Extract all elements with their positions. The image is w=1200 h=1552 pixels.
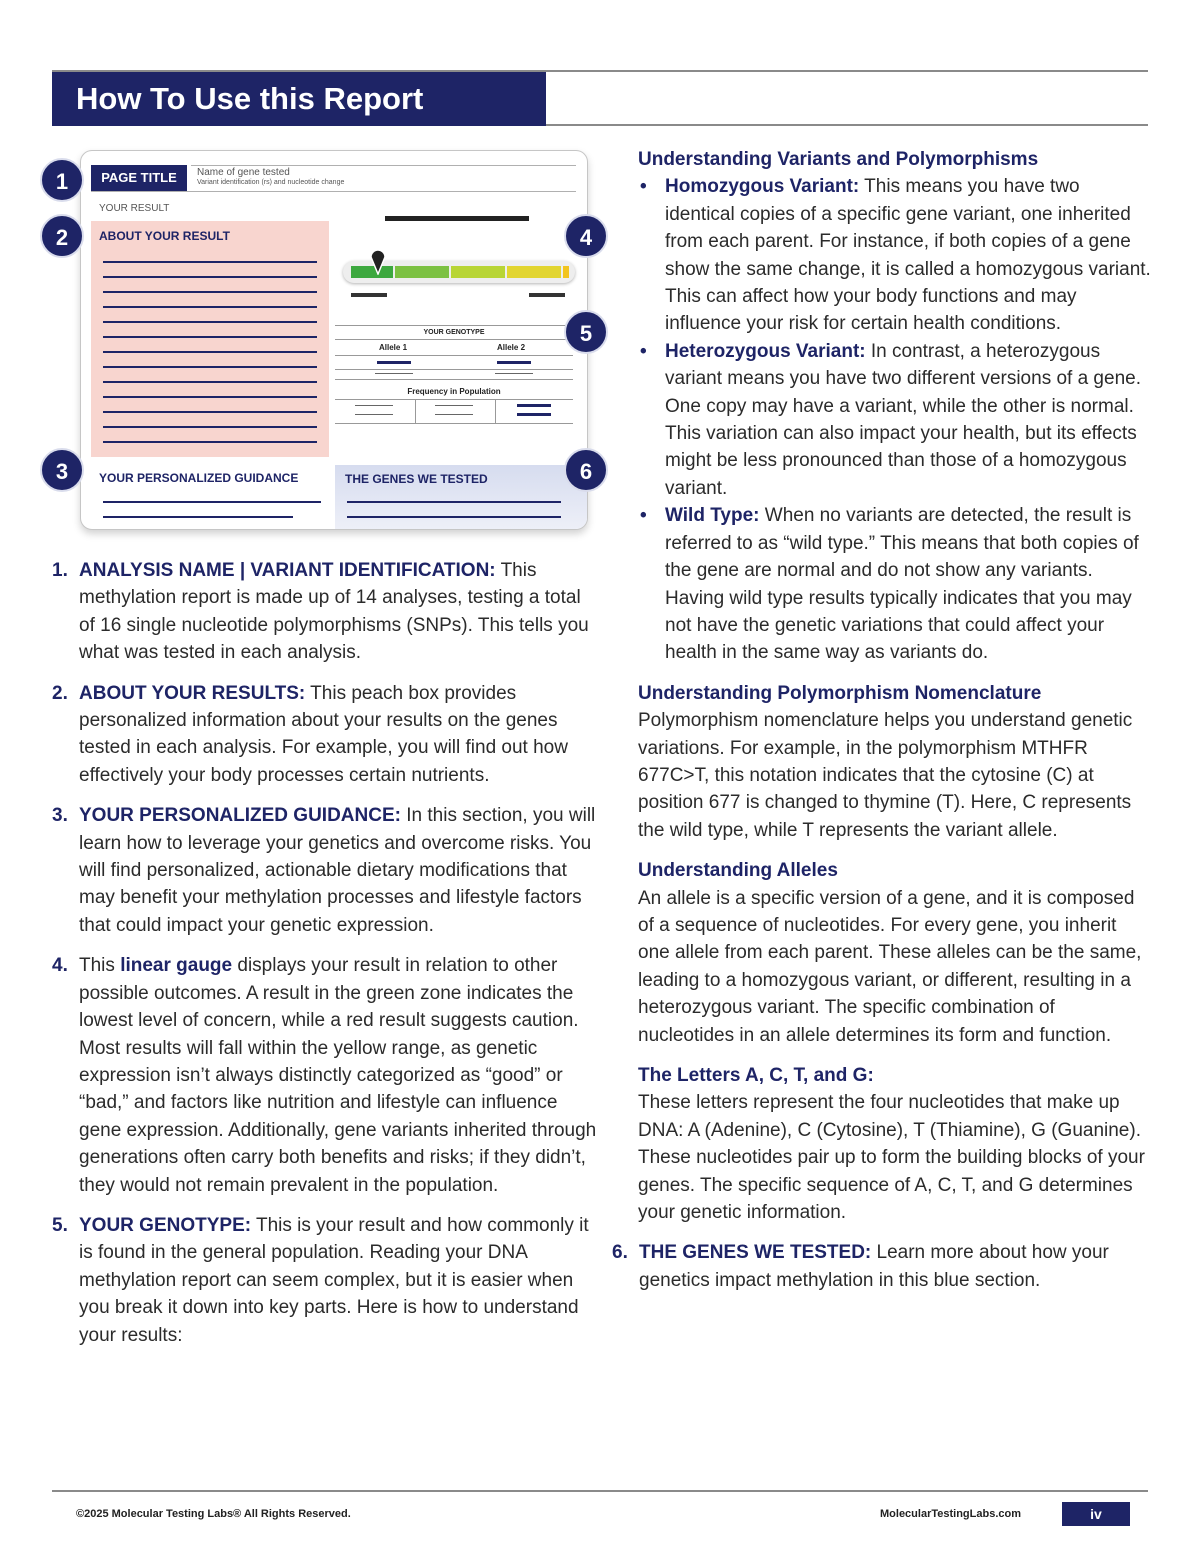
section-heading: The Letters A, C, T, and G: bbox=[638, 1065, 874, 1086]
placeholder-line bbox=[347, 516, 561, 518]
placeholder-line bbox=[103, 501, 321, 503]
placeholder-line bbox=[347, 501, 561, 503]
nomenclature-section bbox=[612, 680, 1152, 844]
bullet-text: When no variants are detected, the result is referred to as “wild type.” This means that both copies of the gene are normal and do not show any variants. Having wild type results typically indicates that you may not have the genetic variations that could affect your health in the same way as variants do. bbox=[665, 505, 1139, 664]
placeholder-line bbox=[435, 414, 473, 415]
table-line bbox=[335, 399, 573, 400]
table-line bbox=[415, 399, 416, 423]
item-text: displays your result in relation to other possible outcomes. A result in the green zone indicates the lowest level of concern, while a red result suggests caution. Most results will fall within the yellow range, as genetic expression isn’t always distinctly categorized as “good” or “bad,” and factors like nutrition and lifestyle can influence gene expression. Additionally, gene variants inherited through generations often carry both benefits and risks; if they didn’t, they would not remain prevalent in the population. bbox=[79, 955, 597, 1196]
bullet-item bbox=[638, 338, 1152, 502]
title-bar bbox=[52, 72, 546, 126]
item-heading: ANALYSIS NAME | VARIANT IDENTIFICATION: bbox=[79, 560, 496, 581]
placeholder-line bbox=[103, 441, 317, 443]
list-item bbox=[52, 1212, 598, 1349]
website-link[interactable]: MolecularTestingLabs.com bbox=[880, 1508, 1021, 1520]
placeholder-line bbox=[435, 405, 473, 406]
item-number: 3. bbox=[52, 805, 68, 827]
item-heading: THE GENES WE TESTED: bbox=[639, 1242, 872, 1264]
table-line bbox=[335, 339, 573, 340]
placeholder-line bbox=[103, 336, 317, 338]
item-text: This methylation report is made up of 14 analyses, testing a total of 16 single nucleotide polymorphisms (SNPs). This tells you what was tested in each analysis. bbox=[79, 560, 589, 664]
gauge-segment bbox=[563, 266, 569, 278]
alleles-section bbox=[612, 857, 1152, 1049]
placeholder-line bbox=[355, 414, 393, 415]
section-heading: Understanding Polymorphism Nomenclature bbox=[638, 682, 1042, 704]
placeholder-line bbox=[103, 366, 317, 368]
allele1-value bbox=[377, 361, 411, 364]
gauge-segment bbox=[507, 266, 561, 278]
table-line bbox=[335, 355, 573, 356]
section-text: These nucleotides pair up to form the building blocks of your genes. The specific sequence of A, C, T, and G determines your genetic information. bbox=[638, 1147, 1145, 1224]
copyright: ©2025 Molecular Testing Labs® All Rights Reserved. bbox=[76, 1508, 351, 1520]
bullet-item bbox=[638, 173, 1152, 337]
section-text: These letters represent the four nucleotides that make up DNA: A (Adenine), C (Cytosine), T (Thiamine), G (Guanine). bbox=[638, 1092, 1141, 1141]
placeholder-line bbox=[103, 516, 293, 518]
table-line bbox=[335, 379, 573, 380]
section-heading: Understanding Variants and Polymorphisms bbox=[638, 149, 1039, 170]
gauge-label-line bbox=[351, 293, 387, 297]
divider bbox=[91, 191, 576, 192]
callout-badge: 6 bbox=[564, 448, 608, 492]
list-item bbox=[612, 1239, 1152, 1294]
your-result-label: YOUR RESULT bbox=[99, 203, 170, 214]
title-rule bbox=[546, 124, 1148, 126]
report-diagram bbox=[80, 150, 588, 530]
item-number: 1. bbox=[52, 560, 68, 581]
item-heading: linear gauge bbox=[120, 955, 233, 977]
allele2-label: Allele 2 bbox=[497, 343, 526, 352]
allele1-label: Allele 1 bbox=[379, 343, 408, 352]
table-line bbox=[335, 325, 573, 326]
item-number: 4. bbox=[52, 955, 68, 977]
item-text: Learn more about how your genetics impact methylation in this blue section. bbox=[639, 1242, 1109, 1291]
table-line bbox=[335, 423, 573, 424]
gauge-label-line bbox=[529, 293, 565, 297]
your-genotype-label: YOUR GENOTYPE bbox=[423, 329, 485, 336]
frequency-value bbox=[517, 404, 551, 407]
variant-id-note: Variant identification (rs) and nucleotide change bbox=[197, 179, 345, 186]
table-line bbox=[495, 399, 496, 423]
gauge-pointer-icon bbox=[370, 249, 386, 275]
item-heading: ABOUT YOUR RESULTS: bbox=[79, 682, 306, 704]
frequency-value bbox=[517, 413, 551, 416]
callout-badge: 1 bbox=[40, 158, 84, 202]
item-heading: YOUR GENOTYPE: bbox=[79, 1214, 252, 1236]
placeholder-line bbox=[103, 291, 317, 293]
footer-rule bbox=[52, 1490, 1148, 1492]
page-title-label: PAGE TITLE bbox=[91, 165, 187, 191]
bullet-item bbox=[638, 502, 1152, 666]
callout-badge: 5 bbox=[564, 310, 608, 354]
variants-section bbox=[612, 146, 1152, 667]
placeholder-line bbox=[103, 261, 317, 263]
placeholder-line bbox=[103, 381, 317, 383]
list-item bbox=[52, 802, 598, 939]
bullet-heading: Wild Type: bbox=[665, 505, 760, 527]
callout-badge: 3 bbox=[40, 448, 84, 492]
about-your-result-label: ABOUT YOUR RESULT bbox=[99, 229, 230, 243]
bullet-text: This means you have two identical copies of a specific gene variant, one inherited from each parent. For instance, if both copies of a gene show the same change, it is called a homozygous variant. This can affect how your body functions and may influence your risk for certain health conditions. bbox=[665, 176, 1151, 335]
callout-badge: 2 bbox=[40, 214, 84, 258]
table-line bbox=[335, 369, 573, 370]
item-number: 6. bbox=[612, 1242, 628, 1264]
placeholder-line bbox=[375, 373, 413, 374]
item-heading: YOUR PERSONALIZED GUIDANCE: bbox=[79, 805, 401, 827]
list-item bbox=[52, 680, 598, 790]
gauge-segment bbox=[395, 266, 449, 278]
callout-badge: 4 bbox=[564, 214, 608, 258]
about-your-result-box bbox=[91, 221, 329, 457]
placeholder-line bbox=[103, 396, 317, 398]
item-text: In this section, you will learn how to leverage your genetics and overcome risks. You will find personalized, actionable dietary modifications that may benefit your methylation processes and lifestyle factors that could impact your genetic expression. bbox=[79, 805, 596, 936]
bullet-heading: Homozygous Variant: bbox=[665, 176, 860, 198]
list-item bbox=[52, 952, 598, 1199]
placeholder-line bbox=[103, 426, 317, 428]
item-text: This is your result and how commonly it is found in the general population. Reading your DNA methylation report can seem complex, but it is easier when you break it down into key parts. Here is how to understand your results: bbox=[79, 1214, 589, 1346]
section-text: An allele is a specific version of a gene, and it is composed of a sequence of nucleotides. For every gene, you inherit one allele from each parent. These alleles can be the same, leading to a homozygous variant, or different, resulting in a heterozygous variant. The specific combination of nucleotides in an allele determines its form and function. bbox=[638, 887, 1142, 1046]
placeholder-line bbox=[103, 411, 317, 413]
right-column bbox=[612, 146, 1152, 1307]
divider bbox=[191, 165, 576, 166]
item-text: This peach box provides personalized information about your results on the genes tested in each analysis. For example, you will find out how effectively your body processes certain nutrients. bbox=[79, 682, 568, 786]
section-text: Polymorphism nomenclature helps you understand genetic variations. For example, in the polymorphism MTHFR 677C>T, this notation indicates that the cytosine (C) at position 677 is changed to thymine (T). Here, C represents the wild type, while T represents the variant allele. bbox=[638, 710, 1133, 841]
placeholder-line bbox=[103, 306, 317, 308]
result-bar bbox=[385, 216, 529, 221]
left-column bbox=[52, 557, 598, 1362]
personalized-guidance-label: YOUR PERSONALIZED GUIDANCE bbox=[99, 471, 299, 485]
genes-tested-label: THE GENES WE TESTED bbox=[345, 472, 488, 486]
allele2-value bbox=[497, 361, 531, 364]
placeholder-line bbox=[103, 351, 317, 353]
placeholder-line bbox=[355, 405, 393, 406]
gauge-segment bbox=[451, 266, 505, 278]
gene-name-note: Name of gene tested bbox=[197, 167, 290, 178]
bullet-text: In contrast, a heterozygous variant means you have two different versions of a gene. One copy may have a variant, while the other is normal. This variation can also impact your health, but its effects might be less pronounced than those of a homozygous variant. bbox=[665, 340, 1141, 499]
page-title: How To Use this Report bbox=[76, 81, 424, 116]
placeholder-line bbox=[103, 276, 317, 278]
page-number: iv bbox=[1062, 1502, 1130, 1526]
item-prefix: This bbox=[79, 955, 121, 977]
bullet-heading: Heterozygous Variant: bbox=[665, 340, 866, 362]
section-heading: Understanding Alleles bbox=[638, 860, 838, 882]
letters-section bbox=[612, 1062, 1152, 1226]
placeholder-line bbox=[103, 321, 317, 323]
frequency-label: Frequency in Population bbox=[407, 387, 501, 396]
list-item bbox=[52, 557, 598, 667]
item-number: 5. bbox=[52, 1214, 68, 1236]
item-number: 2. bbox=[52, 682, 68, 704]
genes-tested-box bbox=[335, 465, 588, 530]
placeholder-line bbox=[495, 373, 533, 374]
